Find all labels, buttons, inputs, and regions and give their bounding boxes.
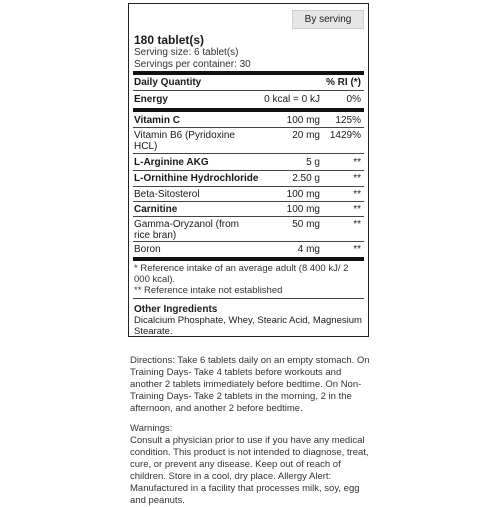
nutrient-pct: 1429% bbox=[329, 130, 361, 141]
nutrient-pct: ** bbox=[353, 173, 361, 184]
nutrient-pct: 125% bbox=[335, 115, 361, 126]
serving-size: Serving size: 6 tablet(s) bbox=[134, 47, 239, 58]
nutrient-name: Vitamin C bbox=[134, 115, 180, 126]
energy-pct: 0% bbox=[346, 94, 361, 105]
nutrient-pct: ** bbox=[353, 244, 361, 255]
nutrient-pct: ** bbox=[353, 157, 361, 168]
directions-text: Directions: Take 6 tablets daily on an empty stomach. On Training Days- Take 4 tablets before workouts and another 2 tablets immediately before bedtime. On Non-Training Days- Take 2 tablets in the morning, 2 in the afternoon, and another 2 before bedtime. bbox=[130, 355, 370, 414]
warnings-text: Consult a physician prior to use if you have any medical condition. This product is not intended to diagnose, treat, cure, or prevent any disease. Keep out of reach of children. Store in a cool, dry place. Allergy Alert: Manufactured in a facility that processes milk, soy, egg and peanuts. bbox=[130, 435, 369, 506]
daily-quantity-label: Daily Quantity bbox=[134, 77, 202, 88]
divider bbox=[133, 170, 364, 171]
nutrient-name: Beta-Sitosterol bbox=[134, 189, 200, 200]
divider bbox=[133, 153, 364, 154]
by-serving-button[interactable]: By serving bbox=[292, 10, 364, 29]
nutrient-name: Boron bbox=[134, 244, 161, 255]
warnings-title: Warnings: bbox=[130, 423, 173, 434]
energy-amount: 0 kcal = 0 kJ bbox=[264, 94, 320, 105]
nutrition-facts-panel bbox=[128, 3, 369, 337]
servings-per-container: Servings per container: 30 bbox=[134, 59, 251, 70]
nutrient-name: L-Arginine AKG bbox=[134, 157, 209, 168]
energy-name: Energy bbox=[134, 94, 168, 105]
nutrient-pct: ** bbox=[353, 219, 361, 230]
divider-thick bbox=[133, 257, 364, 261]
nutrient-amount: 100 mg bbox=[286, 204, 320, 215]
nutrient-amount: 4 mg bbox=[297, 244, 320, 255]
footnote-not-established: ** Reference intake not established bbox=[134, 285, 283, 296]
divider bbox=[133, 298, 364, 299]
divider bbox=[133, 201, 364, 202]
divider bbox=[133, 241, 364, 242]
nutrient-amount: 100 mg bbox=[286, 115, 320, 126]
divider bbox=[133, 127, 364, 128]
divider bbox=[133, 186, 364, 187]
nutrient-amount: 50 mg bbox=[292, 219, 320, 230]
nutrient-amount: 100 mg bbox=[286, 189, 320, 200]
nutrient-pct: ** bbox=[353, 189, 361, 200]
divider bbox=[133, 90, 364, 91]
ri-label: % RI (*) bbox=[326, 77, 361, 88]
nutrient-name: Carnitine bbox=[134, 204, 178, 215]
divider-thick bbox=[133, 71, 364, 75]
nutrient-amount: 5 g bbox=[306, 157, 320, 168]
footnote-ri: * Reference intake of an average adult (8 400 kJ/ 2 000 kcal). bbox=[134, 263, 349, 285]
other-ingredients-title: Other Ingredients bbox=[134, 304, 218, 315]
tablet-count: 180 tablet(s) bbox=[134, 33, 205, 47]
nutrient-name: L-Ornithine Hydrochloride bbox=[134, 173, 259, 184]
nutrient-name: Vitamin B6 (Pyridoxine HCL) bbox=[134, 130, 235, 152]
nutrient-amount: 20 mg bbox=[292, 130, 320, 141]
nutrient-amount: 2.50 g bbox=[292, 173, 320, 184]
other-ingredients-text: Dicalcium Phosphate, Whey, Stearic Acid, Magnesium Stearate. bbox=[134, 315, 362, 337]
nutrient-name: Gamma-Oryzanol (from rice bran) bbox=[134, 219, 240, 241]
divider-thick bbox=[133, 108, 364, 112]
nutrient-pct: ** bbox=[353, 204, 361, 215]
divider bbox=[133, 216, 364, 217]
